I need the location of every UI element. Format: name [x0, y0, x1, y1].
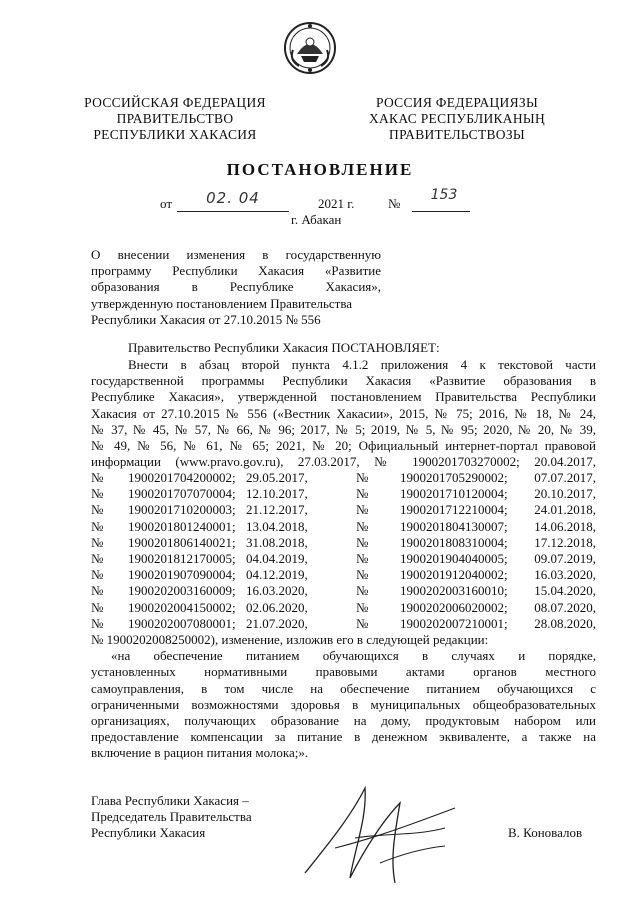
document-title: ПОСТАНОВЛЕНИЕ [226, 160, 414, 179]
registry-cell: 1900201705290002; [400, 470, 508, 485]
registry-row [91, 502, 596, 518]
registry-cell: № [356, 486, 369, 502]
header-left-line-3: РЕСПУБЛИКИ ХАКАСИЯ [93, 127, 257, 142]
signature-title-line-1: Глава Республики Хакасия – [91, 793, 249, 808]
registry-cell: 1900201801240001; [128, 518, 236, 534]
registry-cell: 1900202007210001; [400, 615, 508, 631]
main-line-6: № 49, № 56, № 61, № 65; 2021, № 20; Официальный интернет-портал правовой [91, 438, 596, 454]
coat-of-arms-emblem [283, 20, 337, 76]
registry-cell: 02.06.2020, [246, 599, 308, 615]
registry-row [91, 567, 596, 583]
subject-line-2: программу Республики Хакасия «Развитие [91, 263, 381, 279]
registry-cell: № [356, 615, 369, 631]
registry-cell: № [91, 470, 104, 485]
registry-cell: 1900202006020002; [400, 599, 508, 615]
registry-cell: 1900201710200003; [128, 502, 236, 518]
registry-cell: 1900202004150002; [128, 599, 236, 615]
date-prefix: от [160, 196, 173, 211]
quote-line-1: «на обеспечение питанием обучающихся в случаях и порядке, [111, 648, 596, 664]
registry-cell: № [356, 551, 369, 567]
main-line-3: Республике Хакасия», утвержденной постановлением Правительства Республики [91, 389, 596, 405]
registry-cell: 1900201704200002; [128, 470, 236, 485]
registry-cell: 1900202003160010; [400, 583, 508, 599]
registry-cell: № [91, 486, 104, 502]
subject-line-4: утвержденную постановлением Правительства [91, 295, 353, 311]
registry-cell: № [356, 502, 369, 518]
subject-line-5: Республики Хакасия от 27.10.2015 № 556 [91, 311, 321, 327]
registry-cell: № [356, 567, 369, 583]
number-sign: № [388, 196, 401, 211]
header-right-block [362, 95, 552, 143]
header-right-line-1: РОССИЯ ФЕДЕРАЦИЯЗЫ [375, 95, 539, 110]
quote-line-2: установленных нормативными правовыми актами органов местного [91, 664, 596, 680]
resolution-intro: Правительство Республики Хакасия ПОСТАНОВЛЯЕТ: [128, 340, 440, 355]
registry-cell: № [91, 534, 104, 550]
registry-cell: № [356, 599, 369, 615]
city-name: г. Абакан [291, 212, 342, 227]
main-line-5: № 37, № 45, № 57, № 66, № 96; 2017, № 5; 2019, № 5, № 95; 2020, № 20, № 39, [91, 421, 596, 437]
header-left-line-1: РОССИЙСКАЯ ФЕДЕРАЦИЯ [84, 95, 266, 110]
number-underline [412, 211, 470, 212]
registry-cell: 1900201812170005; [128, 551, 236, 567]
signer-name: В. Коновалов [508, 825, 583, 840]
registry-cell: 04.04.2019, [246, 551, 308, 567]
registry-cell: 04.12.2019, [246, 567, 308, 583]
registry-row [91, 551, 596, 567]
header-right-line-3: ПРАВИТЕЛЬСТВОЗЫ [389, 127, 525, 142]
registry-cell: № [91, 583, 104, 599]
registry-cell: 1900201707070004; [128, 486, 236, 502]
handwritten-signature [295, 778, 465, 898]
registry-cell: 08.07.2020, [534, 599, 596, 615]
registry-cell: 24.01.2018, [534, 502, 596, 518]
date-handwritten: 02. 04 [206, 189, 260, 207]
header-right-line-2: ХАКАС РЕСПУБЛИКАНЫҢ [368, 111, 546, 126]
registry-cell: 12.10.2017, [246, 486, 308, 502]
quote-line-5: организациях, получающих образование на дому, продуктовым набором или [91, 713, 596, 729]
quote-line-last: включение в рацион питания молока;». [91, 745, 309, 761]
registry-cell: 14.06.2018, [534, 518, 596, 534]
registry-cell: 1900202007080001; [128, 615, 236, 631]
registry-cell: 16.03.2020, [246, 583, 308, 599]
registry-cell: № [356, 583, 369, 599]
registry-cell: № [91, 567, 104, 583]
main-line-7: информации (www.pravo.gov.ru), 27.03.2017, № 1900201703270002; 20.04.2017, [91, 454, 596, 470]
registry-cell: 1900201712210004; [400, 502, 508, 518]
amendment-text [91, 632, 596, 762]
registry-cell: 20.10.2017, [534, 486, 596, 502]
quote-line-3: самоуправления, в том числе на обеспечение питанием обучающихся с [91, 680, 596, 696]
subject-line-1: О внесении изменения в государственную [91, 247, 381, 262]
number-handwritten: 153 [430, 187, 458, 203]
registry-cell: 1900201806140021; [128, 534, 236, 550]
header-left-block [80, 95, 270, 143]
main-line-2: государственной программы Республики Хакасия «Развитие образования в [91, 373, 596, 389]
registry-cell: № [91, 599, 104, 615]
registry-cell: № [356, 534, 369, 550]
header-left-line-2: ПРАВИТЕЛЬСТВО [116, 111, 234, 126]
registry-row [91, 535, 596, 551]
registry-cell: № [91, 502, 104, 518]
registry-row [91, 486, 596, 502]
registry-cell: 17.12.2018, [534, 534, 596, 550]
registry-cell: 21.12.2017, [246, 502, 308, 518]
registry-cell: 09.07.2019, [534, 551, 596, 567]
registry-cell: № [91, 551, 104, 567]
main-line-4: Хакасия от 27.10.2015 № 556 («Вестник Хакасии», 2015, № 75; 2016, № 18, № 24, [91, 405, 596, 421]
signature-title-line-3: Республики Хакасия [91, 825, 206, 841]
registry-cell: 1900201804130007; [400, 518, 508, 534]
registry-row [91, 616, 596, 632]
registry-row [91, 600, 596, 616]
registry-row [91, 519, 596, 535]
registry-row [91, 583, 596, 599]
registry-cell: 13.04.2018, [246, 518, 308, 534]
quote-line-4: ограниченными возможностями здоровья в муниципальных общеобразовательных [91, 696, 596, 712]
subject-block [91, 247, 381, 328]
registry-cell: 1900201710120004; [400, 486, 508, 502]
registry-cell: № [91, 518, 104, 534]
signature-title-block [91, 793, 252, 842]
resolution-main-text [91, 357, 596, 470]
registry-cell: 29.05.2017, [246, 470, 308, 485]
registry-cell: 31.08.2018, [246, 534, 308, 550]
registry-cell: 16.03.2020, [534, 567, 596, 583]
registry-cell: 1900201808310004; [400, 534, 508, 550]
main-line-1: Внести в абзац второй пункта 4.1.2 приложения 4 к текстовой части [128, 357, 596, 372]
date-year: 2021 г. [318, 196, 355, 211]
registry-cell: № [91, 615, 104, 631]
registry-cell: № [356, 518, 369, 534]
registry-cell: 1900201907090004; [128, 567, 236, 583]
registry-cell: № [356, 470, 369, 485]
registry-cell: 1900201904040005; [400, 551, 508, 567]
registry-numbers-table [91, 470, 596, 632]
registry-cell: 21.07.2020, [246, 615, 308, 631]
date-underline [177, 211, 289, 212]
quote-line-6: предоставление компенсации за питание в денежном эквиваленте, а также на [91, 729, 596, 745]
registry-cell: 07.07.2017, [534, 470, 596, 485]
registry-row [91, 470, 596, 486]
registry-cell: 15.04.2020, [534, 583, 596, 599]
subject-line-3: образования в Республике Хакасия», [91, 279, 381, 295]
registry-cell: 1900201912040002; [400, 567, 508, 583]
closing-line: № 1900202008250002), изменение, изложив его в следующей редакции: [91, 632, 489, 647]
signature-title-line-2: Председатель Правительства [91, 809, 252, 825]
registry-cell: 28.08.2020, [534, 615, 596, 631]
registry-cell: 1900202003160009; [128, 583, 236, 599]
